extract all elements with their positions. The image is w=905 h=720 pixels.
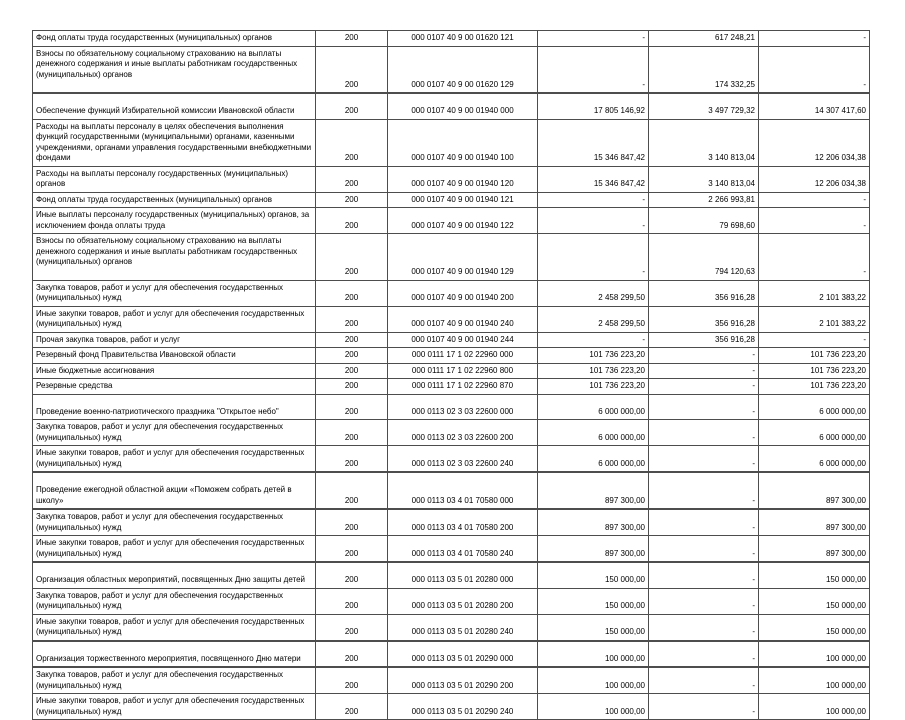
amount2-cell: 79 698,60 [649, 208, 759, 234]
amount3-cell: 100 000,00 [759, 667, 870, 694]
budget-classification-code-cell: 000 0113 03 4 01 70580 240 [388, 536, 538, 563]
budget-classification-code-cell: 000 0111 17 1 02 22960 800 [388, 363, 538, 379]
table-row [33, 694, 870, 720]
budget-classification-code-cell: 000 0113 03 5 01 20290 240 [388, 694, 538, 720]
item-name-cell: Иные бюджетные ассигнования [33, 363, 316, 379]
amount2-cell: 174 332,25 [649, 46, 759, 93]
budget-classification-code-cell: 000 0111 17 1 02 22960 870 [388, 379, 538, 395]
budget-classification-code-cell: 000 0107 40 9 00 01940 121 [388, 192, 538, 208]
amount3-cell: 2 101 383,22 [759, 280, 870, 306]
amount1-cell: 15 346 847,42 [538, 119, 649, 166]
expense-type-code-cell: 200 [316, 446, 388, 473]
amount3-cell: - [759, 332, 870, 348]
budget-classification-code-cell: 000 0111 17 1 02 22960 000 [388, 348, 538, 364]
amount1-cell: - [538, 332, 649, 348]
expense-type-code-cell: 200 [316, 31, 388, 47]
amount3-cell: 150 000,00 [759, 614, 870, 641]
budget-classification-code-cell: 000 0113 03 5 01 20280 240 [388, 614, 538, 641]
amount3-cell: - [759, 31, 870, 47]
table-row [33, 562, 870, 588]
amount1-cell: - [538, 31, 649, 47]
expense-type-code-cell: 200 [316, 667, 388, 694]
budget-classification-code-cell: 000 0107 40 9 00 01940 200 [388, 280, 538, 306]
amount1-cell: 2 458 299,50 [538, 306, 649, 332]
amount2-cell: 3 140 813,04 [649, 119, 759, 166]
item-name-cell: Организация областных мероприятий, посвященных Дню защиты детей [33, 562, 316, 588]
budget-classification-code-cell: 000 0107 40 9 00 01940 244 [388, 332, 538, 348]
expense-type-code-cell: 200 [316, 641, 388, 668]
amount1-cell: - [538, 208, 649, 234]
budget-classification-code-cell: 000 0113 03 5 01 20280 000 [388, 562, 538, 588]
amount2-cell: 356 916,28 [649, 306, 759, 332]
item-name-cell: Закупка товаров, работ и услуг для обеспечения государственных (муниципальных) нужд [33, 667, 316, 694]
amount3-cell: 101 736 223,20 [759, 379, 870, 395]
budget-classification-code-cell: 000 0113 03 5 01 20290 200 [388, 667, 538, 694]
expense-type-code-cell: 200 [316, 192, 388, 208]
amount1-cell: 2 458 299,50 [538, 280, 649, 306]
budget-classification-code-cell: 000 0113 03 5 01 20290 000 [388, 641, 538, 668]
budget-classification-code-cell: 000 0113 02 3 03 22600 240 [388, 446, 538, 473]
budget-classification-code-cell: 000 0113 03 4 01 70580 200 [388, 509, 538, 536]
amount3-cell: 6 000 000,00 [759, 420, 870, 446]
amount1-cell: 150 000,00 [538, 562, 649, 588]
expense-type-code-cell: 200 [316, 536, 388, 563]
amount2-cell: - [649, 363, 759, 379]
amount2-cell: 617 248,21 [649, 31, 759, 47]
amount2-cell: 356 916,28 [649, 280, 759, 306]
amount1-cell: 100 000,00 [538, 667, 649, 694]
amount2-cell: - [649, 614, 759, 641]
expense-type-code-cell: 200 [316, 93, 388, 119]
amount1-cell: 150 000,00 [538, 614, 649, 641]
expense-type-code-cell: 200 [316, 208, 388, 234]
item-name-cell: Закупка товаров, работ и услуг для обеспечения государственных (муниципальных) нужд [33, 588, 316, 614]
item-name-cell: Расходы на выплаты персоналу в целях обеспечения выполнения функций государственными (муниципальными) органами, казенными учреждениями, органами управления государственными внебюджетными фондами [33, 119, 316, 166]
table-row [33, 306, 870, 332]
item-name-cell: Закупка товаров, работ и услуг для обеспечения государственных (муниципальных) нужд [33, 280, 316, 306]
expense-type-code-cell: 200 [316, 363, 388, 379]
table-row [33, 667, 870, 694]
amount2-cell: 356 916,28 [649, 332, 759, 348]
table-row [33, 472, 870, 509]
amount3-cell: 12 206 034,38 [759, 166, 870, 192]
table-row [33, 192, 870, 208]
amount3-cell: 150 000,00 [759, 562, 870, 588]
item-name-cell: Резервные средства [33, 379, 316, 395]
table-row [33, 234, 870, 281]
amount3-cell: 897 300,00 [759, 536, 870, 563]
amount1-cell: - [538, 234, 649, 281]
amount1-cell: 17 805 146,92 [538, 93, 649, 119]
budget-classification-code-cell: 000 0113 02 3 03 22600 000 [388, 394, 538, 420]
amount3-cell: - [759, 234, 870, 281]
item-name-cell: Фонд оплаты труда государственных (муниципальных) органов [33, 31, 316, 47]
amount1-cell: 6 000 000,00 [538, 446, 649, 473]
item-name-cell: Проведение ежегодной областной акции «Поможем собрать детей в школу» [33, 472, 316, 509]
amount1-cell: 100 000,00 [538, 694, 649, 720]
amount1-cell: 101 736 223,20 [538, 363, 649, 379]
table-row [33, 31, 870, 47]
table-row [33, 536, 870, 563]
amount3-cell: 897 300,00 [759, 472, 870, 509]
amount1-cell: 897 300,00 [538, 536, 649, 563]
amount1-cell: - [538, 192, 649, 208]
amount3-cell: 12 206 034,38 [759, 119, 870, 166]
table-row [33, 348, 870, 364]
amount3-cell: 14 307 417,60 [759, 93, 870, 119]
item-name-cell: Взносы по обязательному социальному страхованию на выплаты денежного содержания и иные выплаты работникам государственных (муниципальных) органов [33, 234, 316, 281]
amount2-cell: - [649, 562, 759, 588]
amount1-cell: 15 346 847,42 [538, 166, 649, 192]
budget-classification-code-cell: 000 0107 40 9 00 01940 129 [388, 234, 538, 281]
table-row [33, 588, 870, 614]
expense-type-code-cell: 200 [316, 420, 388, 446]
amount3-cell: 150 000,00 [759, 588, 870, 614]
expense-type-code-cell: 200 [316, 694, 388, 720]
table-row [33, 208, 870, 234]
amount2-cell: 794 120,63 [649, 234, 759, 281]
amount2-cell: - [649, 641, 759, 668]
amount2-cell: - [649, 588, 759, 614]
table-row [33, 394, 870, 420]
expense-type-code-cell: 200 [316, 332, 388, 348]
amount2-cell: - [649, 420, 759, 446]
expense-type-code-cell: 200 [316, 119, 388, 166]
budget-classification-code-cell: 000 0107 40 9 00 01940 100 [388, 119, 538, 166]
amount3-cell: - [759, 46, 870, 93]
amount3-cell: 101 736 223,20 [759, 348, 870, 364]
expense-type-code-cell: 200 [316, 280, 388, 306]
amount2-cell: - [649, 379, 759, 395]
amount2-cell: - [649, 667, 759, 694]
expense-type-code-cell: 200 [316, 614, 388, 641]
amount1-cell: - [538, 46, 649, 93]
item-name-cell: Резервный фонд Правительства Ивановской области [33, 348, 316, 364]
amount1-cell: 100 000,00 [538, 641, 649, 668]
table-row [33, 332, 870, 348]
item-name-cell: Расходы на выплаты персоналу государственных (муниципальных) органов [33, 166, 316, 192]
amount3-cell: 897 300,00 [759, 509, 870, 536]
amount3-cell: 100 000,00 [759, 694, 870, 720]
table-row [33, 641, 870, 668]
expense-type-code-cell: 200 [316, 234, 388, 281]
expense-type-code-cell: 200 [316, 348, 388, 364]
amount2-cell: - [649, 394, 759, 420]
item-name-cell: Фонд оплаты труда государственных (муниципальных) органов [33, 192, 316, 208]
amount2-cell: - [649, 446, 759, 473]
amount1-cell: 6 000 000,00 [538, 420, 649, 446]
budget-classification-code-cell: 000 0107 40 9 00 01940 122 [388, 208, 538, 234]
budget-classification-code-cell: 000 0107 40 9 00 01620 121 [388, 31, 538, 47]
table-row [33, 46, 870, 93]
table-row [33, 280, 870, 306]
expense-type-code-cell: 200 [316, 588, 388, 614]
budget-classification-code-cell: 000 0107 40 9 00 01940 240 [388, 306, 538, 332]
amount1-cell: 150 000,00 [538, 588, 649, 614]
table-row [33, 166, 870, 192]
amount2-cell: - [649, 694, 759, 720]
amount2-cell: 3 497 729,32 [649, 93, 759, 119]
amount3-cell: 6 000 000,00 [759, 394, 870, 420]
expense-type-code-cell: 200 [316, 166, 388, 192]
amount3-cell: 100 000,00 [759, 641, 870, 668]
table-row [33, 119, 870, 166]
table-row [33, 363, 870, 379]
expense-type-code-cell: 200 [316, 46, 388, 93]
item-name-cell: Иные закупки товаров, работ и услуг для обеспечения государственных (муниципальных) нужд [33, 306, 316, 332]
expense-type-code-cell: 200 [316, 379, 388, 395]
item-name-cell: Проведение военно-патриотического праздника "Открытое небо" [33, 394, 316, 420]
expense-type-code-cell: 200 [316, 509, 388, 536]
table-row [33, 446, 870, 473]
amount2-cell: 2 266 993,81 [649, 192, 759, 208]
amount2-cell: - [649, 536, 759, 563]
item-name-cell: Иные закупки товаров, работ и услуг для обеспечения государственных (муниципальных) нужд [33, 614, 316, 641]
amount1-cell: 897 300,00 [538, 509, 649, 536]
amount1-cell: 101 736 223,20 [538, 348, 649, 364]
amount3-cell: 6 000 000,00 [759, 446, 870, 473]
table-row [33, 379, 870, 395]
table-row [33, 614, 870, 641]
item-name-cell: Иные закупки товаров, работ и услуг для обеспечения государственных (муниципальных) нужд [33, 694, 316, 720]
amount2-cell: - [649, 472, 759, 509]
item-name-cell: Закупка товаров, работ и услуг для обеспечения государственных (муниципальных) нужд [33, 420, 316, 446]
expense-type-code-cell: 200 [316, 472, 388, 509]
amount3-cell: 2 101 383,22 [759, 306, 870, 332]
table-row [33, 420, 870, 446]
amount2-cell: - [649, 348, 759, 364]
table-row [33, 93, 870, 119]
expense-type-code-cell: 200 [316, 394, 388, 420]
budget-classification-code-cell: 000 0113 03 4 01 70580 000 [388, 472, 538, 509]
amount2-cell: 3 140 813,04 [649, 166, 759, 192]
budget-classification-code-cell: 000 0113 03 5 01 20280 200 [388, 588, 538, 614]
item-name-cell: Закупка товаров, работ и услуг для обеспечения государственных (муниципальных) нужд [33, 509, 316, 536]
amount1-cell: 101 736 223,20 [538, 379, 649, 395]
amount2-cell: - [649, 509, 759, 536]
budget-classification-code-cell: 000 0107 40 9 00 01940 000 [388, 93, 538, 119]
expense-type-code-cell: 200 [316, 306, 388, 332]
item-name-cell: Обеспечение функций Избирательной комиссии Ивановской области [33, 93, 316, 119]
expense-type-code-cell: 200 [316, 562, 388, 588]
amount1-cell: 6 000 000,00 [538, 394, 649, 420]
amount3-cell: 101 736 223,20 [759, 363, 870, 379]
item-name-cell: Иные закупки товаров, работ и услуг для обеспечения государственных (муниципальных) нужд [33, 446, 316, 473]
item-name-cell: Иные выплаты персоналу государственных (муниципальных) органов, за исключением фонда оплаты труда [33, 208, 316, 234]
table-row [33, 509, 870, 536]
budget-table [32, 30, 870, 720]
table-body [33, 31, 870, 720]
amount1-cell: 897 300,00 [538, 472, 649, 509]
item-name-cell: Взносы по обязательному социальному страхованию на выплаты денежного содержания и иные выплаты работникам государственных (муниципальных) органов [33, 46, 316, 93]
item-name-cell: Прочая закупка товаров, работ и услуг [33, 332, 316, 348]
budget-classification-code-cell: 000 0113 02 3 03 22600 200 [388, 420, 538, 446]
budget-classification-code-cell: 000 0107 40 9 00 01620 129 [388, 46, 538, 93]
item-name-cell: Организация торжественного мероприятия, посвященного Дню матери [33, 641, 316, 668]
item-name-cell: Иные закупки товаров, работ и услуг для обеспечения государственных (муниципальных) нужд [33, 536, 316, 563]
amount3-cell: - [759, 208, 870, 234]
amount3-cell: - [759, 192, 870, 208]
budget-classification-code-cell: 000 0107 40 9 00 01940 120 [388, 166, 538, 192]
